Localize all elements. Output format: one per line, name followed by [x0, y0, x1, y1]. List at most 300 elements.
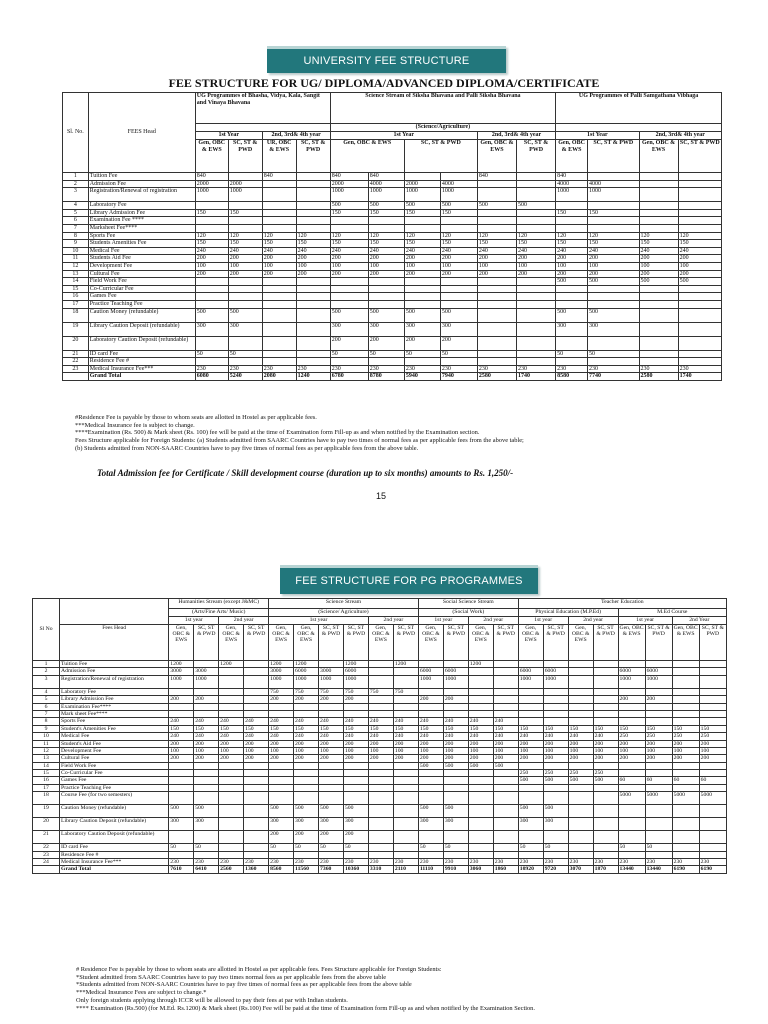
fee-cell: 300	[518, 818, 543, 831]
fee-cell: 200	[319, 696, 344, 703]
fee-cell	[568, 831, 593, 844]
fee-cell	[699, 696, 726, 703]
fee-cell	[493, 696, 518, 703]
note: #Residence Fee is payable by those to whom seats are allotted in Hostel as per applicable fees.	[75, 414, 317, 421]
fee-cell: 500	[568, 777, 593, 784]
fee-cell: 500	[368, 202, 404, 210]
fee-cell	[194, 777, 219, 784]
fee-cell	[468, 696, 493, 703]
fee-cell	[556, 293, 588, 301]
fee-cell: 100	[568, 747, 593, 754]
fee-cell: 100	[194, 747, 219, 754]
fee-cell: 200	[244, 755, 269, 762]
cat-gen: Gen, OBC & EWS	[330, 140, 404, 173]
fee-cell: 250	[672, 733, 699, 740]
fee-cell	[568, 784, 593, 791]
fee-head-cell: Grand Total	[88, 373, 195, 381]
fee-cell	[588, 300, 639, 308]
fee-cell	[368, 285, 404, 293]
fee-cell	[678, 188, 721, 202]
table-row	[63, 262, 722, 270]
fee-cell	[418, 777, 443, 784]
fee-cell	[493, 844, 518, 851]
fee-cell: 240	[678, 247, 721, 255]
fee-cell	[343, 762, 368, 769]
fee-cell: 200	[517, 270, 556, 278]
fee-cell: 230	[678, 365, 721, 373]
fee-cell	[639, 322, 678, 336]
fee-cell: 60	[645, 777, 672, 784]
fee-head-cell: Library Caution Deposit (refundable)	[88, 322, 195, 336]
fee-cell: 200	[645, 696, 672, 703]
fee-cell	[262, 180, 296, 188]
fee-cell	[588, 358, 639, 366]
fee-cell	[672, 762, 699, 769]
sl-cell: 16	[63, 293, 89, 301]
sci-sub: (Science/ Agriculture)	[269, 609, 419, 617]
sl-cell: 13	[33, 755, 60, 762]
fee-cell: 150	[393, 725, 418, 732]
fee-cell: 240	[517, 247, 556, 255]
fee-cell: 50	[618, 844, 645, 851]
sl-cell	[33, 866, 60, 873]
fee-cell	[330, 285, 368, 293]
fee-cell: 240	[543, 733, 568, 740]
page-number: 15	[376, 491, 387, 501]
fee-cell	[639, 308, 678, 322]
fee-cell: 500	[343, 805, 368, 818]
fee-cell	[195, 358, 228, 366]
cat-gen: Gen, OBC & EWS	[368, 625, 393, 661]
fee-cell	[368, 770, 393, 777]
fee-cell	[219, 675, 244, 688]
fee-cell	[244, 844, 269, 851]
pg-year1: 1st year	[618, 617, 672, 625]
fee-cell	[296, 308, 330, 322]
fee-cell: 3000	[194, 668, 219, 675]
fee-cell: 200	[440, 255, 477, 263]
fee-cell: 230	[645, 859, 672, 866]
fee-cell	[393, 762, 418, 769]
soc-header: Social Science Stream	[418, 599, 518, 609]
fee-cell: 150	[568, 725, 593, 732]
fee-cell	[343, 770, 368, 777]
fee-cell: 150	[443, 725, 468, 732]
fee-cell: 200	[493, 740, 518, 747]
fee-cell: 6410	[194, 866, 219, 873]
fee-cell	[244, 777, 269, 784]
sl-cell: 11	[33, 740, 60, 747]
fee-cell	[294, 851, 319, 858]
cat-gen: Gen, OBC & EWS	[468, 625, 493, 661]
fee-cell	[169, 762, 194, 769]
fee-cell: 240	[393, 733, 418, 740]
fee-cell	[468, 784, 493, 791]
fee-cell	[195, 293, 228, 301]
fee-cell	[593, 668, 618, 675]
fee-cell: 240	[639, 247, 678, 255]
fee-cell	[493, 688, 518, 695]
fee-cell	[678, 202, 721, 210]
fee-cell	[593, 818, 618, 831]
fee-cell	[672, 805, 699, 818]
fee-cell	[393, 844, 418, 851]
fee-cell: 50	[294, 844, 319, 851]
fee-cell	[468, 675, 493, 688]
fee-cell: 500	[588, 308, 639, 322]
fee-cell: 240	[368, 718, 393, 725]
fee-cell	[699, 844, 726, 851]
fee-cell: 8560	[269, 866, 294, 873]
fee-cell: 4000	[368, 180, 404, 188]
fee-cell: 240	[195, 247, 228, 255]
fee-cell	[368, 661, 393, 668]
fee-cell	[699, 805, 726, 818]
table-row	[33, 762, 727, 769]
ug-a-year234: 2nd, 3rd& 4th year	[262, 132, 330, 140]
fee-cell	[262, 202, 296, 210]
fee-cell: 230	[477, 365, 516, 373]
fee-cell	[296, 336, 330, 350]
fee-cell	[330, 217, 368, 225]
fee-cell	[518, 831, 543, 844]
fee-cell	[699, 661, 726, 668]
fee-cell	[195, 278, 228, 286]
fee-cell: 230	[568, 859, 593, 866]
ug-b-year234: 2nd, 3rd& 4th year	[477, 132, 555, 140]
fee-cell	[296, 293, 330, 301]
fee-cell: 3000	[319, 668, 344, 675]
cat-scst: SC, ST & PWD	[699, 625, 726, 661]
pg-year2: 2nd year	[568, 617, 618, 625]
fee-cell: 120	[517, 232, 556, 240]
fee-cell	[330, 224, 368, 232]
fee-cell	[443, 688, 468, 695]
fee-cell: 150	[219, 725, 244, 732]
fee-cell	[440, 217, 477, 225]
fee-cell	[404, 173, 440, 181]
fee-cell	[517, 278, 556, 286]
fee-head-cell: Student's Amenities Fee	[60, 725, 169, 732]
cat-scst: SC, ST & PWD	[493, 625, 518, 661]
fee-cell: 200	[330, 255, 368, 263]
sl-cell: 15	[33, 770, 60, 777]
fee-cell: 200	[645, 755, 672, 762]
fee-cell	[639, 285, 678, 293]
fee-cell	[244, 762, 269, 769]
fee-cell	[244, 770, 269, 777]
fee-cell: 300	[195, 322, 228, 336]
fee-head-cell: Registration/Renewal of registration	[88, 188, 195, 202]
fee-cell	[517, 217, 556, 225]
fee-cell	[568, 703, 593, 710]
fee-cell: 230	[699, 859, 726, 866]
fee-cell: 240	[393, 718, 418, 725]
sl-cell: 13	[63, 270, 89, 278]
fee-cell	[493, 770, 518, 777]
fee-cell: 200	[169, 696, 194, 703]
fee-cell: 1000	[543, 675, 568, 688]
note: Fees Structure applicable for Foreign Students: (a) Students admitted from SAARC Countries have to pay two times of normal fees as per applicable fees from the above table;	[75, 437, 524, 445]
fee-cell	[294, 710, 319, 717]
fee-cell: 240	[468, 718, 493, 725]
fee-cell: 200	[443, 696, 468, 703]
fee-cell: 230	[343, 859, 368, 866]
fee-cell: 150	[517, 240, 556, 248]
fee-cell: 50	[319, 844, 344, 851]
fee-cell	[518, 762, 543, 769]
fee-cell	[393, 805, 418, 818]
fee-cell: 120	[556, 232, 588, 240]
fee-cell: 300	[194, 818, 219, 831]
fee-cell	[194, 792, 219, 805]
fee-cell	[262, 336, 296, 350]
fee-cell	[645, 818, 672, 831]
fee-cell	[588, 202, 639, 210]
fee-cell	[219, 703, 244, 710]
fee-cell	[639, 209, 678, 217]
fee-cell	[393, 831, 418, 844]
fee-cell: 6000	[343, 668, 368, 675]
fee-cell: 4000	[588, 180, 639, 188]
ug-b-year1: 1st Year	[330, 132, 477, 140]
fee-cell	[262, 217, 296, 225]
fee-cell	[568, 818, 593, 831]
fee-cell	[418, 784, 443, 791]
sl-cell: 8	[63, 232, 89, 240]
cat-scst: SC, ST & PWD	[343, 625, 368, 661]
fee-cell	[296, 300, 330, 308]
fee-cell: 100	[294, 747, 319, 754]
fee-cell: 230	[368, 859, 393, 866]
fee-cell	[468, 668, 493, 675]
table-row	[63, 232, 722, 240]
fee-cell	[678, 293, 721, 301]
fee-cell	[393, 675, 418, 688]
fee-cell	[645, 770, 672, 777]
fee-cell: 6000	[418, 668, 443, 675]
fee-cell	[543, 762, 568, 769]
fee-cell: 840	[556, 173, 588, 181]
fee-cell: 200	[393, 755, 418, 762]
fee-cell	[443, 703, 468, 710]
fee-head-cell: Medical Insurance Fee***	[88, 365, 195, 373]
fee-cell	[319, 851, 344, 858]
fee-cell	[568, 675, 593, 688]
fee-cell: 1200	[393, 661, 418, 668]
fee-cell: 500	[468, 762, 493, 769]
fee-cell	[618, 784, 645, 791]
fee-cell: 300	[294, 818, 319, 831]
note: ****Examination (Rs. 500) & Mark sheet (Rs. 100) fee will be paid at the time of Examination form Fill-up as and when notified by the Examination section.	[75, 429, 480, 437]
fee-cell: 240	[294, 733, 319, 740]
table-row	[33, 818, 727, 831]
sl-header: Sl No	[33, 599, 60, 661]
cat-scst: SC, ST & PWD	[404, 140, 477, 173]
fee-cell: 150	[593, 725, 618, 732]
fee-cell: 120	[262, 232, 296, 240]
fee-cell: 230	[588, 365, 639, 373]
cat-scst: SC, ST & PWD	[194, 625, 219, 661]
fee-cell: 200	[639, 270, 678, 278]
fee-cell	[477, 358, 516, 366]
fee-cell	[593, 675, 618, 688]
fee-cell: 240	[194, 718, 219, 725]
fee-cell: 200	[294, 696, 319, 703]
table-row	[63, 285, 722, 293]
fee-cell: 1000	[518, 675, 543, 688]
fee-cell: 50	[418, 844, 443, 851]
fee-cell: 500	[493, 762, 518, 769]
fee-cell: 1000	[418, 675, 443, 688]
fee-cell: 200	[194, 696, 219, 703]
fee-cell: 2000	[228, 180, 262, 188]
fee-cell	[543, 718, 568, 725]
fee-cell: 240	[269, 718, 294, 725]
fee-cell	[404, 224, 440, 232]
fee-cell: 11110	[418, 866, 443, 873]
fee-head-cell: Medical Insurance Fee***	[60, 859, 169, 866]
fee-cell	[517, 224, 556, 232]
pg-banner: FEE STRUCTURE FOR PG PROGRAMMES	[280, 565, 538, 594]
fee-head-cell: Development Fee	[88, 262, 195, 270]
fee-cell: 120	[678, 232, 721, 240]
fee-cell	[228, 173, 262, 181]
table-row	[63, 293, 722, 301]
pg-year2: 2nd year	[368, 617, 418, 625]
fee-cell: 500	[517, 202, 556, 210]
fee-cell	[672, 818, 699, 831]
fee-cell	[228, 293, 262, 301]
fee-cell: 150	[194, 725, 219, 732]
sl-cell: 20	[33, 818, 60, 831]
sl-cell: 24	[33, 859, 60, 866]
fee-cell: 200	[568, 755, 593, 762]
fee-cell	[343, 792, 368, 805]
fee-cell: 230	[269, 859, 294, 866]
fee-cell: 300	[418, 818, 443, 831]
fee-cell: 100	[244, 747, 269, 754]
fee-cell	[477, 278, 516, 286]
fee-cell	[477, 188, 516, 202]
fee-cell	[195, 217, 228, 225]
fee-cell	[556, 358, 588, 366]
fee-cell: 240	[262, 247, 296, 255]
fee-cell: 200	[672, 740, 699, 747]
table-row	[63, 247, 722, 255]
fee-cell: 150	[262, 240, 296, 248]
note: **** Examination (Rs.500) (for M.Ed. Rs.1200) & Mark sheet (Rs.100) Fee will be paid at the time of Examination form Fill-up as and when notified by the Examination Section.	[76, 1004, 535, 1012]
fee-cell: 1200	[294, 661, 319, 668]
fee-cell	[543, 703, 568, 710]
cat-gen: Gen, OBC & EWS	[556, 140, 588, 173]
fee-cell	[244, 784, 269, 791]
fee-cell	[368, 784, 393, 791]
fee-cell	[368, 831, 393, 844]
fee-cell	[319, 777, 344, 784]
sl-cell: 18	[63, 308, 89, 322]
fee-cell	[368, 703, 393, 710]
fee-cell: 150	[330, 240, 368, 248]
fee-cell: 240	[593, 733, 618, 740]
fee-cell	[645, 784, 672, 791]
table-row	[33, 688, 727, 695]
fee-cell	[517, 336, 556, 350]
fee-cell	[169, 710, 194, 717]
fee-cell: 150	[319, 725, 344, 732]
fee-cell	[593, 661, 618, 668]
fee-cell: 200	[294, 755, 319, 762]
fee-cell: 120	[639, 232, 678, 240]
fee-cell: 240	[194, 733, 219, 740]
fee-cell	[645, 718, 672, 725]
table-row	[33, 831, 727, 844]
table-row	[63, 358, 722, 366]
fee-cell: 100	[195, 262, 228, 270]
fee-cell	[639, 224, 678, 232]
fee-cell: 100	[343, 747, 368, 754]
fee-cell: 50	[518, 844, 543, 851]
fee-cell: 6000	[518, 668, 543, 675]
fee-cell: 230	[404, 365, 440, 373]
fee-cell	[219, 762, 244, 769]
fee-cell	[368, 278, 404, 286]
fee-cell	[468, 688, 493, 695]
fee-cell	[678, 180, 721, 188]
fee-cell	[556, 202, 588, 210]
fee-cell	[443, 777, 468, 784]
table-row	[63, 270, 722, 278]
fee-cell	[543, 831, 568, 844]
fee-cell: 2580	[639, 373, 678, 381]
fee-cell	[468, 851, 493, 858]
fee-cell: 240	[244, 718, 269, 725]
cat-gen: Gen, OBC & EWS	[418, 625, 443, 661]
fee-cell	[443, 710, 468, 717]
sl-cell: 14	[63, 278, 89, 286]
fee-cell: 150	[294, 725, 319, 732]
fee-cell: 500	[477, 202, 516, 210]
pg-year2: 2nd year	[468, 617, 518, 625]
fee-cell	[194, 784, 219, 791]
fee-cell	[195, 336, 228, 350]
fee-cell: 150	[699, 725, 726, 732]
fee-cell	[195, 202, 228, 210]
fee-cell: 1200	[269, 661, 294, 668]
fee-cell: 500	[556, 308, 588, 322]
fee-cell	[443, 831, 468, 844]
fee-cell	[493, 668, 518, 675]
fee-cell: 250	[645, 733, 672, 740]
fee-cell	[517, 209, 556, 217]
fee-cell	[219, 805, 244, 818]
fee-cell: 500	[319, 805, 344, 818]
hum-header: Humanities Stream (except J&MC)	[169, 599, 269, 609]
fee-cell: 500	[228, 308, 262, 322]
fee-cell	[368, 358, 404, 366]
fee-cell: 240	[319, 733, 344, 740]
fee-cell: 1240	[296, 373, 330, 381]
fee-cell: 1740	[517, 373, 556, 381]
soc-sub: (Social Work)	[418, 609, 518, 617]
fee-head-cell: Laboratory Fee	[88, 202, 195, 210]
fee-cell	[618, 762, 645, 769]
fee-head-cell: Caution Money (refundable)	[88, 308, 195, 322]
fee-cell: 200	[678, 270, 721, 278]
fee-cell	[588, 293, 639, 301]
fee-cell	[262, 209, 296, 217]
fee-cell	[517, 285, 556, 293]
